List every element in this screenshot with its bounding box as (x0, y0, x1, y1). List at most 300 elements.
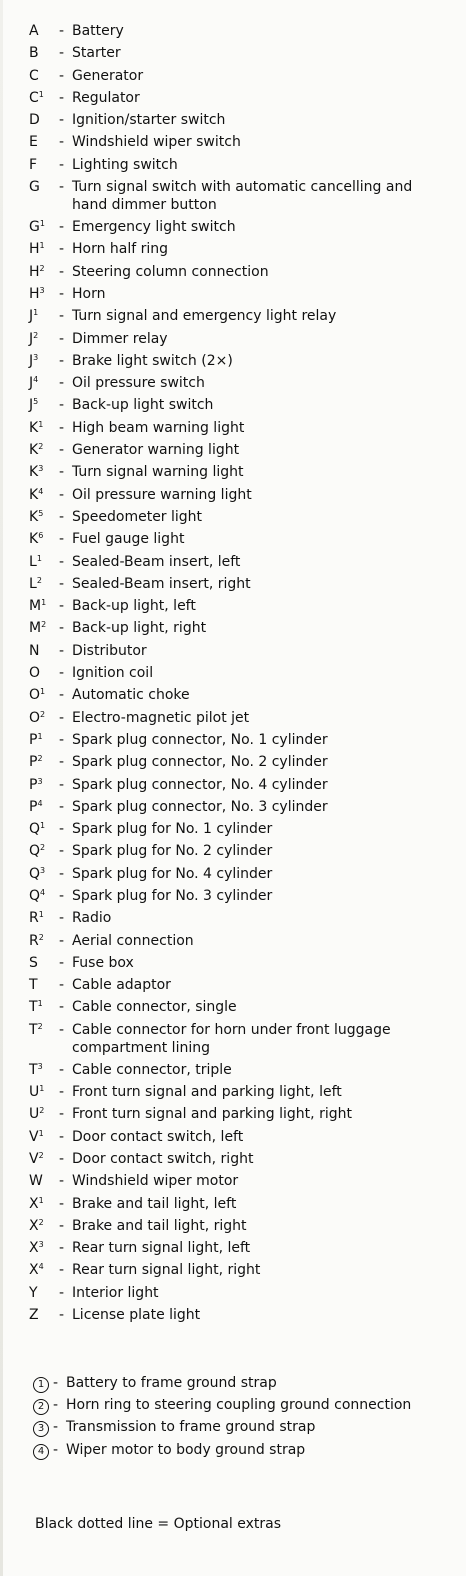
legend-code (0, 330, 59, 348)
legend-entry (0, 1150, 466, 1172)
legend-description: Generator warning light (72, 442, 240, 459)
legend-superscript: 2 (38, 932, 44, 942)
legend-code (0, 776, 59, 794)
legend-letter: T (29, 999, 38, 1016)
legend-dash: - (59, 89, 65, 106)
legend-superscript: 3 (38, 464, 44, 474)
ground-strap-code (0, 1374, 53, 1393)
legend-entry (0, 553, 466, 575)
legend-description: Spark plug for No. 4 cylinder (72, 865, 273, 882)
legend-letter: O (29, 709, 41, 726)
legend-code (0, 1172, 59, 1190)
legend-entry (0, 664, 466, 686)
legend-code (0, 954, 59, 972)
legend-entry (0, 1083, 466, 1105)
legend-code (0, 508, 59, 526)
legend-entry (0, 753, 466, 775)
legend-superscript: 1 (39, 241, 45, 251)
legend-dash: - (59, 179, 65, 196)
legend-superscript: 3 (33, 352, 39, 362)
legend-description: Rear turn signal light, right (72, 1262, 261, 1279)
legend-dash: - (59, 1021, 65, 1038)
legend-letter: T (29, 977, 38, 994)
legend-entry (0, 865, 466, 887)
legend-letter: Y (29, 1284, 38, 1301)
legend-letter: P (29, 731, 38, 748)
legend-superscript: 2 (39, 1106, 45, 1116)
legend-description: Spark plug connector, No. 4 cylinder (72, 776, 328, 793)
legend-letter: J (29, 397, 34, 414)
legend-letter: J (29, 330, 34, 347)
legend-code (0, 1105, 59, 1123)
legend-superscript: 2 (39, 263, 45, 273)
legend-entry (0, 820, 466, 842)
legend-dash: - (59, 977, 65, 994)
legend-entry (0, 133, 466, 155)
legend-description: Front turn signal and parking light, right (72, 1106, 352, 1123)
legend-description: Horn half ring (72, 241, 169, 258)
legend-superscript: 1 (38, 910, 44, 920)
legend-superscript: 1 (39, 1084, 45, 1094)
legend-dash: - (59, 464, 65, 481)
legend-entry (0, 976, 466, 998)
legend-superscript: 1 (37, 999, 43, 1009)
legend-entry (0, 419, 466, 441)
legend-letter: P (29, 754, 38, 771)
ground-strap-entry (0, 1441, 466, 1463)
legend-entry (0, 352, 466, 374)
legend-dash: - (59, 731, 65, 748)
legend-code (0, 842, 59, 860)
legend-superscript: 2 (37, 1021, 43, 1031)
legend-dash: - (59, 1217, 65, 1234)
legend-dash: - (59, 285, 65, 302)
legend-entry (0, 1061, 466, 1083)
legend-letter: V (29, 1128, 39, 1145)
legend-description: Spark plug for No. 1 cylinder (72, 821, 273, 838)
legend-code (0, 133, 59, 151)
legend-description: Brake and tail light, right (72, 1217, 247, 1234)
legend-letter: X (29, 1195, 39, 1212)
legend-description: Turn signal switch with automatic cancelling and hand dimmer button (72, 179, 413, 214)
legend-letter: K (29, 486, 39, 503)
legend-superscript: 1 (33, 308, 39, 318)
legend-description: Interior light (72, 1284, 159, 1301)
legend-superscript: 2 (41, 620, 47, 630)
legend-dash: - (59, 112, 65, 129)
legend-description: Front turn signal and parking light, left (72, 1084, 342, 1101)
legend-letter: E (29, 134, 38, 151)
legend-dash: - (59, 1284, 65, 1301)
legend-code (0, 887, 59, 905)
legend-superscript: 1 (38, 1128, 44, 1138)
ground-strap-description: Transmission to frame ground strap (66, 1419, 316, 1436)
legend-code (0, 396, 59, 414)
legend-entry (0, 887, 466, 909)
legend-description: Ignition coil (72, 665, 154, 682)
legend-letter: O (29, 665, 41, 682)
legend-letter: T (29, 1021, 38, 1038)
legend-description: High beam warning light (72, 419, 245, 436)
legend-entry (0, 1172, 466, 1194)
legend-superscript: 4 (33, 375, 39, 385)
legend-superscript: 1 (40, 687, 46, 697)
legend-dash: - (59, 642, 65, 659)
legend-dash: - (53, 1375, 59, 1391)
legend-entry (0, 932, 466, 954)
legend-code (0, 1217, 59, 1235)
legend-letter: H (29, 241, 40, 258)
legend-description: Cable connector, single (72, 999, 237, 1016)
legend-dash: - (59, 1106, 65, 1123)
legend-description: Spark plug connector, No. 2 cylinder (72, 754, 328, 771)
legend-description: Spark plug for No. 2 cylinder (72, 843, 273, 860)
legend-entry (0, 396, 466, 418)
legend-dash: - (59, 1195, 65, 1212)
legend-entry (0, 240, 466, 262)
legend-entry (0, 776, 466, 798)
legend-letter: J (29, 308, 34, 325)
legend-superscript: 4 (37, 798, 43, 808)
legend-description: Ignition/starter switch (72, 112, 226, 129)
footnote: Black dotted line = Optional extras (35, 1516, 282, 1532)
legend-letter: U (29, 1106, 40, 1123)
legend-code (0, 156, 59, 174)
legend-superscript: 1 (39, 219, 45, 229)
legend-dash: - (59, 508, 65, 525)
legend-code (0, 463, 59, 481)
legend-description: Radio (72, 910, 112, 927)
legend-dash: - (59, 910, 65, 927)
legend-superscript: 3 (40, 865, 46, 875)
legend-dash: - (59, 308, 65, 325)
legend-letter: H (29, 285, 40, 302)
legend-letter: P (29, 776, 38, 793)
legend-superscript: 1 (38, 89, 44, 99)
legend-dash: - (59, 1084, 65, 1101)
legend-letter: W (29, 1173, 43, 1190)
legend-code (0, 240, 59, 258)
legend-entry (0, 686, 466, 708)
legend-superscript: 1 (40, 821, 46, 831)
legend-dash: - (59, 687, 65, 704)
legend-dash: - (59, 352, 65, 369)
legend-entry (0, 1105, 466, 1127)
ground-strap-code (0, 1441, 53, 1460)
legend-description: Windshield wiper switch (72, 134, 241, 151)
legend-entry (0, 1306, 466, 1328)
legend-letter: G (29, 219, 40, 236)
legend-letter: Q (29, 887, 41, 904)
legend-letter: Q (29, 821, 41, 838)
legend-superscript: 5 (33, 397, 39, 407)
legend-entry (0, 909, 466, 931)
legend-description: Back-up light, right (72, 620, 207, 637)
legend-description: Lighting switch (72, 156, 178, 173)
legend-description: Oil pressure warning light (72, 486, 252, 503)
legend-code (0, 909, 59, 927)
legend-dash: - (59, 665, 65, 682)
legend-dash: - (59, 709, 65, 726)
legend-description: Door contact switch, right (72, 1150, 254, 1167)
legend-description: Distributor (72, 642, 147, 659)
legend-entry (0, 307, 466, 329)
legend-dash: - (59, 575, 65, 592)
ground-strap-code (0, 1396, 53, 1415)
circled-number: 1 (33, 1377, 49, 1393)
legend-entry (0, 441, 466, 463)
circled-number: 2 (33, 1399, 49, 1415)
legend-letter: S (29, 954, 38, 971)
legend-letter: R (29, 932, 39, 949)
legend-code (0, 642, 59, 660)
legend-code (0, 285, 59, 303)
legend-dash: - (59, 1307, 65, 1324)
legend-entry (0, 575, 466, 597)
legend-code (0, 865, 59, 883)
legend-superscript: 1 (36, 553, 42, 563)
legend-superscript: 3 (38, 1240, 44, 1250)
legend-superscript: 2 (40, 709, 46, 719)
legend-letter: L (29, 553, 37, 570)
component-legend-list (0, 22, 466, 1328)
legend-entry (0, 954, 466, 976)
legend-code (0, 530, 59, 548)
legend-dash: - (59, 1061, 65, 1078)
legend-dash: - (59, 798, 65, 815)
legend-code (0, 67, 59, 85)
legend-entry (0, 998, 466, 1020)
legend-entry (0, 597, 466, 619)
legend-superscript: 1 (38, 419, 44, 429)
legend-entry (0, 1261, 466, 1283)
legend-superscript: 1 (38, 1195, 44, 1205)
legend-entry (0, 1217, 466, 1239)
ground-strap-entry (0, 1396, 466, 1418)
legend-letter: P (29, 798, 38, 815)
legend-letter: F (29, 156, 38, 173)
legend-description: Automatic choke (72, 687, 190, 704)
legend-letter: D (29, 112, 40, 129)
legend-entry (0, 263, 466, 285)
legend-code (0, 798, 59, 816)
legend-dash: - (59, 486, 65, 503)
legend-letter: X (29, 1217, 39, 1234)
legend-superscript: 2 (38, 1217, 44, 1227)
legend-code (0, 1261, 59, 1279)
legend-code (0, 619, 59, 637)
legend-dash: - (59, 156, 65, 173)
legend-superscript: 4 (38, 486, 44, 496)
legend-description: Steering column connection (72, 263, 269, 280)
legend-code (0, 820, 59, 838)
legend-description: Horn (72, 285, 106, 302)
legend-description: Oil pressure switch (72, 375, 205, 392)
legend-superscript: 1 (41, 598, 47, 608)
legend-code (0, 553, 59, 571)
legend-code (0, 218, 59, 236)
legend-code (0, 709, 59, 727)
legend-letter: R (29, 910, 39, 927)
legend-dash: - (59, 219, 65, 236)
legend-code (0, 1083, 59, 1101)
legend-description: Turn signal and emergency light relay (72, 308, 337, 325)
legend-letter: K (29, 419, 39, 436)
legend-letter: C (29, 67, 39, 84)
legend-dash: - (59, 1240, 65, 1257)
legend-dash: - (53, 1441, 59, 1458)
legend-entry (0, 178, 466, 218)
legend-dash: - (59, 776, 65, 793)
legend-code (0, 753, 59, 771)
legend-dash: - (59, 754, 65, 771)
ground-strap-code (0, 1418, 53, 1437)
legend-dash: - (59, 419, 65, 436)
legend-superscript: 4 (40, 887, 46, 897)
legend-superscript: 2 (33, 330, 39, 340)
legend-code (0, 352, 59, 370)
legend-letter: K (29, 442, 39, 459)
legend-description: Cable adaptor (72, 977, 171, 994)
ground-strap-description: Horn ring to steering coupling ground connection (66, 1397, 412, 1414)
legend-letter: M (29, 620, 42, 637)
legend-letter: J (29, 375, 34, 392)
legend-letter: K (29, 464, 39, 481)
legend-superscript: 2 (38, 442, 44, 452)
legend-dash: - (59, 330, 65, 347)
legend-description: Speedometer light (72, 508, 203, 525)
legend-letter: X (29, 1240, 39, 1257)
legend-code (0, 664, 59, 682)
legend-description: Brake light switch (2×) (72, 352, 233, 369)
legend-code (0, 1306, 59, 1324)
legend-entry (0, 156, 466, 178)
legend-code (0, 976, 59, 994)
legend-letter: Z (29, 1307, 39, 1324)
legend-code (0, 998, 59, 1016)
legend-dash: - (59, 23, 65, 39)
legend-code (0, 575, 59, 593)
legend-description: Electro-magnetic pilot jet (72, 709, 250, 726)
legend-code (0, 686, 59, 704)
legend-superscript: 3 (37, 776, 43, 786)
legend-superscript: 2 (36, 575, 42, 585)
legend-entry (0, 486, 466, 508)
legend-dash: - (59, 134, 65, 151)
circled-number: 3 (33, 1421, 49, 1437)
legend-code (0, 1061, 59, 1079)
legend-entry (0, 89, 466, 111)
legend-entry (0, 463, 466, 485)
legend-code (0, 89, 59, 107)
legend-entry (0, 374, 466, 396)
legend-letter: X (29, 1262, 39, 1279)
legend-code (0, 932, 59, 950)
ground-strap-description: Battery to frame ground strap (66, 1375, 277, 1391)
legend-dash: - (59, 865, 65, 882)
legend-superscript: 4 (38, 1262, 44, 1272)
legend-dash: - (59, 887, 65, 904)
ground-strap-description: Wiper motor to body ground strap (66, 1441, 306, 1458)
legend-dash: - (59, 553, 65, 570)
legend-description: Spark plug connector, No. 3 cylinder (72, 798, 328, 815)
legend-letter: T (29, 1061, 38, 1078)
legend-entry (0, 67, 466, 89)
legend-letter: M (29, 598, 42, 615)
legend-dash: - (59, 821, 65, 838)
legend-dash: - (59, 954, 65, 971)
legend-description: Door contact switch, left (72, 1128, 244, 1145)
legend-letter: L (29, 575, 37, 592)
legend-description: Cable connector, triple (72, 1061, 232, 1078)
legend-entry (0, 709, 466, 731)
legend-dash: - (59, 999, 65, 1016)
legend-description: Emergency light switch (72, 219, 236, 236)
legend-code (0, 1284, 59, 1302)
legend-entry (0, 530, 466, 552)
legend-dash: - (59, 67, 65, 84)
legend-code (0, 731, 59, 749)
legend-code (0, 1128, 59, 1146)
legend-entry (0, 1128, 466, 1150)
legend-description: Spark plug connector, No. 1 cylinder (72, 731, 328, 748)
legend-code (0, 44, 59, 62)
legend-entry (0, 731, 466, 753)
legend-superscript: 1 (37, 731, 43, 741)
legend-entry (0, 1239, 466, 1261)
legend-code (0, 419, 59, 437)
legend-dash: - (59, 598, 65, 615)
legend-dash: - (59, 397, 65, 414)
legend-superscript: 5 (38, 508, 44, 518)
legend-description: Battery (72, 23, 124, 39)
legend-letter: A (29, 23, 39, 39)
legend-description: Aerial connection (72, 932, 194, 949)
legend-dash: - (59, 1128, 65, 1145)
legend-code (0, 22, 59, 40)
legend-entry (0, 1195, 466, 1217)
legend-code (0, 1150, 59, 1168)
legend-description: Dimmer relay (72, 330, 168, 347)
legend-letter: Q (29, 865, 41, 882)
legend-entry (0, 842, 466, 864)
ground-strap-legend-list (0, 1374, 466, 1463)
legend-entry (0, 619, 466, 641)
legend-dash: - (59, 45, 65, 62)
legend-dash: - (59, 263, 65, 280)
legend-entry (0, 642, 466, 664)
legend-code (0, 263, 59, 281)
legend-entry (0, 330, 466, 352)
legend-letter: H (29, 263, 40, 280)
legend-description: Cable connector for horn under front luggage compartment lining (72, 1021, 391, 1056)
legend-description: Regulator (72, 89, 140, 106)
legend-entry (0, 1021, 466, 1061)
legend-letter: K (29, 531, 39, 548)
legend-code (0, 178, 59, 196)
legend-description: Generator (72, 67, 144, 84)
legend-dash: - (59, 620, 65, 637)
legend-entry (0, 1284, 466, 1306)
legend-dash: - (59, 375, 65, 392)
legend-description: Turn signal warning light (72, 464, 244, 481)
legend-letter: G (29, 179, 40, 196)
legend-code (0, 597, 59, 615)
legend-dash: - (59, 1262, 65, 1279)
legend-entry (0, 22, 466, 44)
circled-number: 4 (33, 1444, 49, 1460)
legend-code (0, 111, 59, 129)
